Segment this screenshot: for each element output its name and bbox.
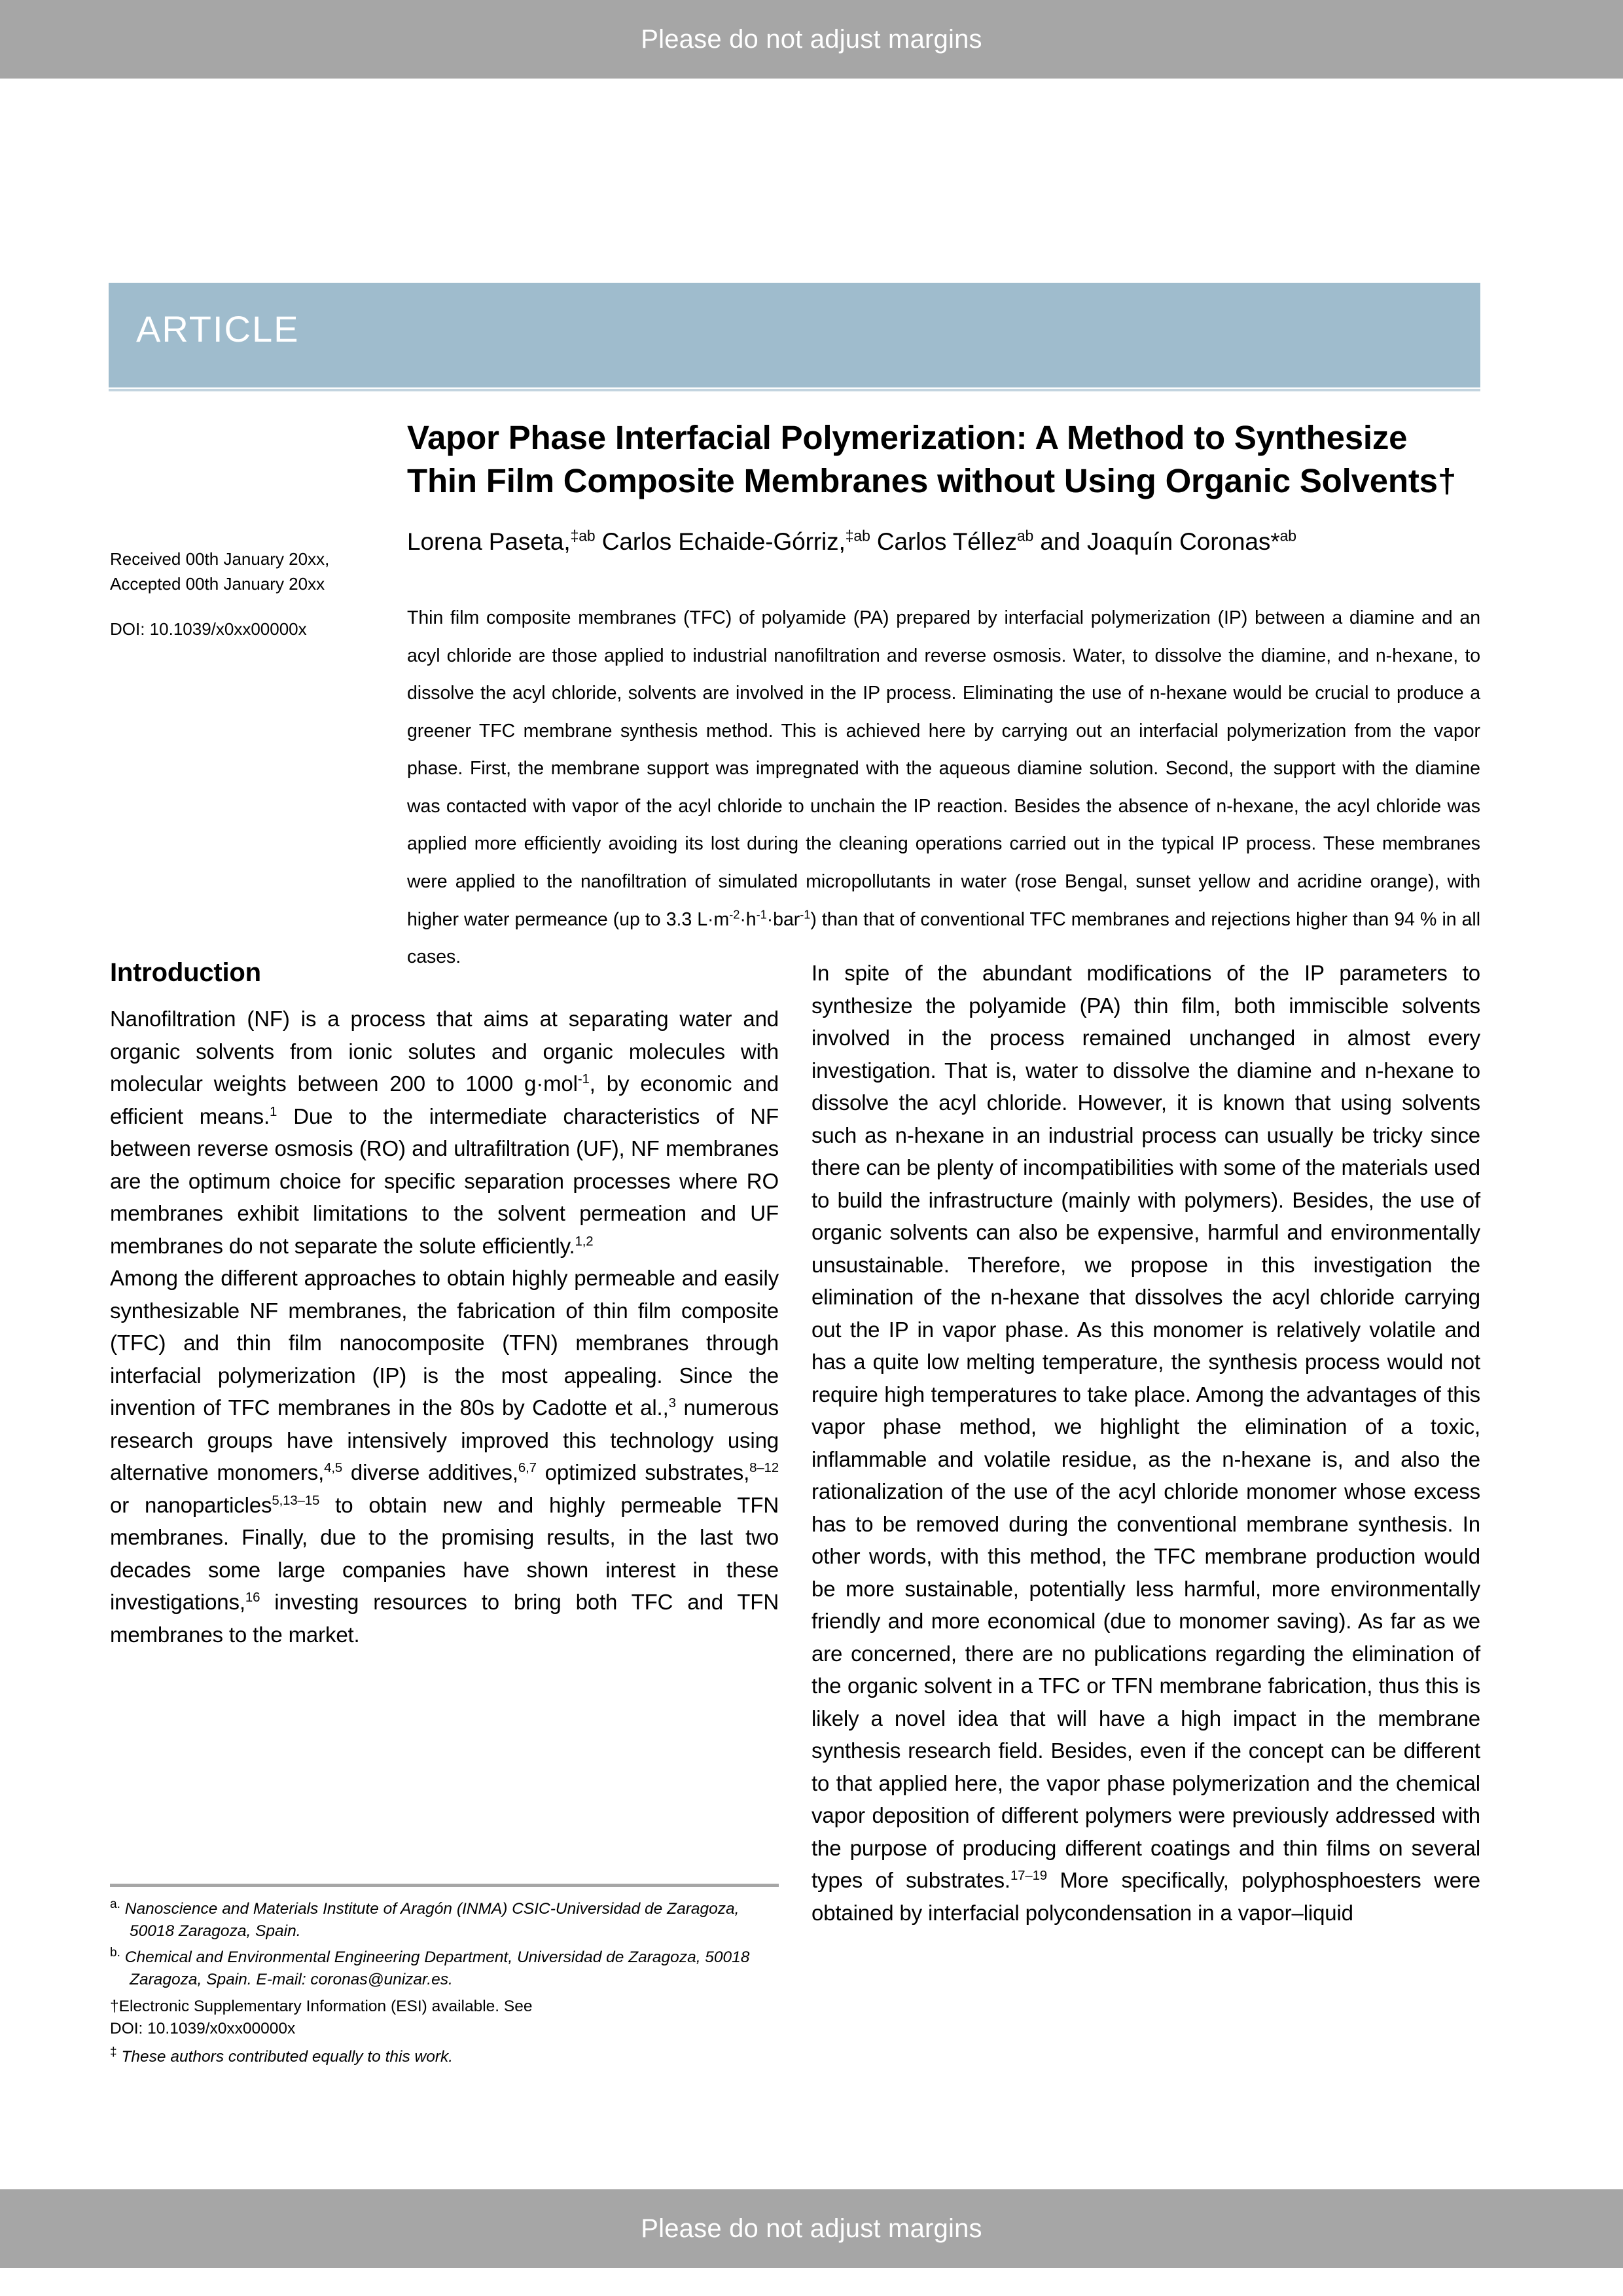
esi-note [110,1996,779,2018]
r1-b: More specifically, polyphosphoesters were obtained by interfacial polycondensation in a vapor–liquid [812,1868,1480,1925]
article-type-banner [109,283,1480,387]
author-4: and Joaquín Coronas* [1033,528,1280,555]
affiliation-b-text: Chemical and Environmental Engineering Department, Universidad de Zaragoza, 50018 Zaragoza, Spain. E-mail: coronas@unizar.es. [120,1948,750,1989]
received-date: Received 00th January 20xx, [110,549,330,569]
abstract-part-1: Thin film composite membranes (TFC) of polyamide (PA) prepared by interfacial polymerization (IP) between a diamine and an acyl chloride are those applied to industrial nanofiltration and reverse osmosis. Water, to dissolve the diamine, and n-hexane, to dissolve the acyl chloride, solvents are involved in the IP process. Eliminating the use of n-hexane would be crucial to produce a greener TFC membrane synthesis method. This is achieved here by carrying out an interfacial polymerization from the vapor phase. First, the membrane support was impregnated with the aqueous diamine solution. Second, the support with the diamine was contacted with vapor of the acyl chloride to unchain the IP reaction. Besides the absence of n-hexane, the acyl chloride was applied more efficiently avoiding its lost during the cleaning operations carried out in the typical IP process. These membranes were applied to the nanofiltration of simulated micropollutants in water (rose Bengal, sunset yellow and acridine orange), with higher water permeance (up to 3.3 L·m [407,607,1480,930]
p2-d: optimized substrates, [536,1460,750,1484]
body-column-right [812,957,1480,1929]
abstract-sup-h1: -1 [756,907,767,921]
p1-ref-1: 1 [270,1103,277,1119]
p1-sup-mol: -1 [577,1071,590,1086]
affiliation-b [110,1945,779,1992]
equal-contribution-text: These authors contributed equally to this work. [116,2048,454,2066]
running-head-bottom [0,2189,1623,2268]
paragraph-intro-2 [110,1262,779,1651]
title-dagger: † [1437,462,1456,500]
title-line-1: Vapor Phase Interfacial Polymerization: A Method to Synthesize [407,419,1408,456]
abstract-sup-bar1: -1 [800,907,811,921]
abstract-sup-m2: -2 [729,907,740,921]
p2-ref-4-5: 4,5 [324,1460,343,1475]
p2-ref-6-7: 6,7 [518,1460,537,1475]
abstract [407,600,1480,977]
author-1-affiliation-marker: ‡ab [570,527,596,545]
affiliation-b-marker: b. [110,1945,120,1960]
running-head-top [0,0,1623,79]
author-3: Carlos Téllez [870,528,1017,555]
p2-a: Among the different approaches to obtain highly permeable and easily synthesizable NF membranes, the fabrication of thin film composite (TFC) and thin film nanocomposite (TFN) membranes through interfacial polymerization (IP) is the most appealing. Since the invention of TFC membranes in the 80s by Cadotte et al., [110,1266,779,1420]
esi-doi: DOI: 10.1039/x0xx00000x [110,2019,296,2037]
p2-ref-8-12: 8–12 [749,1460,779,1475]
p1-a: Nanofiltration (NF) is a process that aims at separating water and organic solvents from ionic solutes and organic molecules with molecular weights between 200 to 1000 g·mol [110,1007,779,1096]
accepted-date: Accepted 00th January 20xx [110,573,325,594]
p2-c: diverse additives, [342,1460,518,1484]
author-2: Carlos Echaide-Górriz, [595,528,846,555]
author-list [407,526,1480,558]
p1-ref-1-2: 1,2 [575,1233,594,1249]
section-heading-introduction: Introduction [110,958,261,987]
footnote-block [110,1884,779,2069]
equal-contribution-marker: ‡ [110,2045,117,2060]
p1-b: , by economic and efficient means. [110,1071,779,1128]
paragraph-right-1 [812,957,1480,1929]
p2-ref-5-13-15: 5,13–15 [272,1492,320,1508]
title-line-2: Thin Film Composite Membranes without Using Organic Solvents [407,462,1438,500]
r1-ref-17-19: 17–19 [1010,1868,1048,1883]
affiliation-a-marker: a. [110,1897,120,1911]
p2-ref-3: 3 [668,1395,676,1410]
p2-f: to obtain new and highly permeable TFN membranes. Finally, due to the promising results, in the last two decades some large companies have shown interest in these investigations, [110,1492,779,1614]
paragraph-intro-1 [110,1003,779,1262]
r1-a: In spite of the abundant modifications of the IP parameters to synthesize the polyamide (PA) thin film, both immiscible solvents involved in the process remained unchanged in almost every investigation. That is, water to dissolve the diamine and n-hexane to dissolve the acyl chloride. However, it is known that using solvents such as n-hexane in an industrial process can usually be tricky since there can be plenty of incompatibilities with some of the materials used to build the infrastructure (mainly with polymers). Besides, the use of organic solvents can also be expensive, harmful and environmentally unsustainable. Therefore, we propose in this investigation the elimination of the n-hexane that dissolves the acyl chloride carrying out the IP in vapor phase. As this monomer is relatively volatile and has a quite low melting temperature, the synthesis process would not require high temperatures to take place. Among the advantages of this vapor phase method, we highlight the elimination of a toxic, inflammable and volatile residue, as the n-hexane is, and also the rationalization of the use of the acyl chloride monomer whose excess has to be removed during the conventional membrane synthesis. In other words, with this method, the TFC membrane production would be more sustainable, potentially less harmful, more environmentally friendly and more economical (due to monomer saving). As far as we are concerned, there are no publications regarding the elimination of the organic solvent in a TFC or TFN membrane fabrication, thus this is likely a novel idea that will have a high impact in the membrane synthesis research field. Besides, even if the concept can be different to that applied here, the vapor phase polymerization and the chemical vapor deposition of different polymers were previously addressed with the purpose of producing different coatings and thin films on several types of substrates. [812,961,1480,1892]
running-head-bottom-label: Please do not adjust margins [641,2214,982,2243]
author-1: Lorena Paseta, [407,528,571,555]
esi-dagger-marker: † [110,1997,119,2015]
doi-line: DOI: 10.1039/x0xx00000x [110,619,307,639]
author-4-affiliation-marker: ab [1279,527,1296,545]
p1-c: Due to the intermediate characteristics of NF between reverse osmosis (RO) and ultrafiltration (UF), NF membranes are the optimum choice for specific separation processes where RO membranes exhibit limitations to the solvent permeation and UF membranes do not separate the solute efficiently. [110,1103,779,1258]
body-column-left [110,957,779,1651]
p2-e: or nanoparticles [110,1492,272,1517]
p2-g: investing resources to bring both TFC and TFN membranes to the market. [110,1590,779,1647]
abstract-part-2: ·h [740,908,757,930]
banner-underline [109,389,1480,391]
footnote-divider [110,1884,779,1887]
author-2-affiliation-marker: ‡ab [845,527,870,545]
author-3-affiliation-marker: ab [1016,527,1034,545]
running-head-top-label: Please do not adjust margins [641,24,982,54]
affiliation-a [110,1896,779,1943]
p2-b: numerous research groups have intensively improved this technology using alternative monomers, [110,1395,779,1484]
abstract-part-4: ) than that of conventional TFC membranes and rejections higher than 94 % in all cases. [407,908,1480,968]
abstract-part-3: ·bar [766,908,800,930]
article-type-label: ARTICLE [136,308,300,350]
publication-meta [110,547,372,642]
page-title [407,416,1480,503]
p2-ref-16: 16 [245,1590,260,1605]
affiliation-a-text: Nanoscience and Materials Institute of Aragón (INMA) CSIC-Universidad de Zaragoza, 50018 Zaragoza, Spain. [120,1900,740,1941]
equal-contribution-note [110,2044,779,2068]
esi-note-text: Electronic Supplementary Information (ESI) available. See [118,1997,533,2015]
title-block [407,416,1480,558]
